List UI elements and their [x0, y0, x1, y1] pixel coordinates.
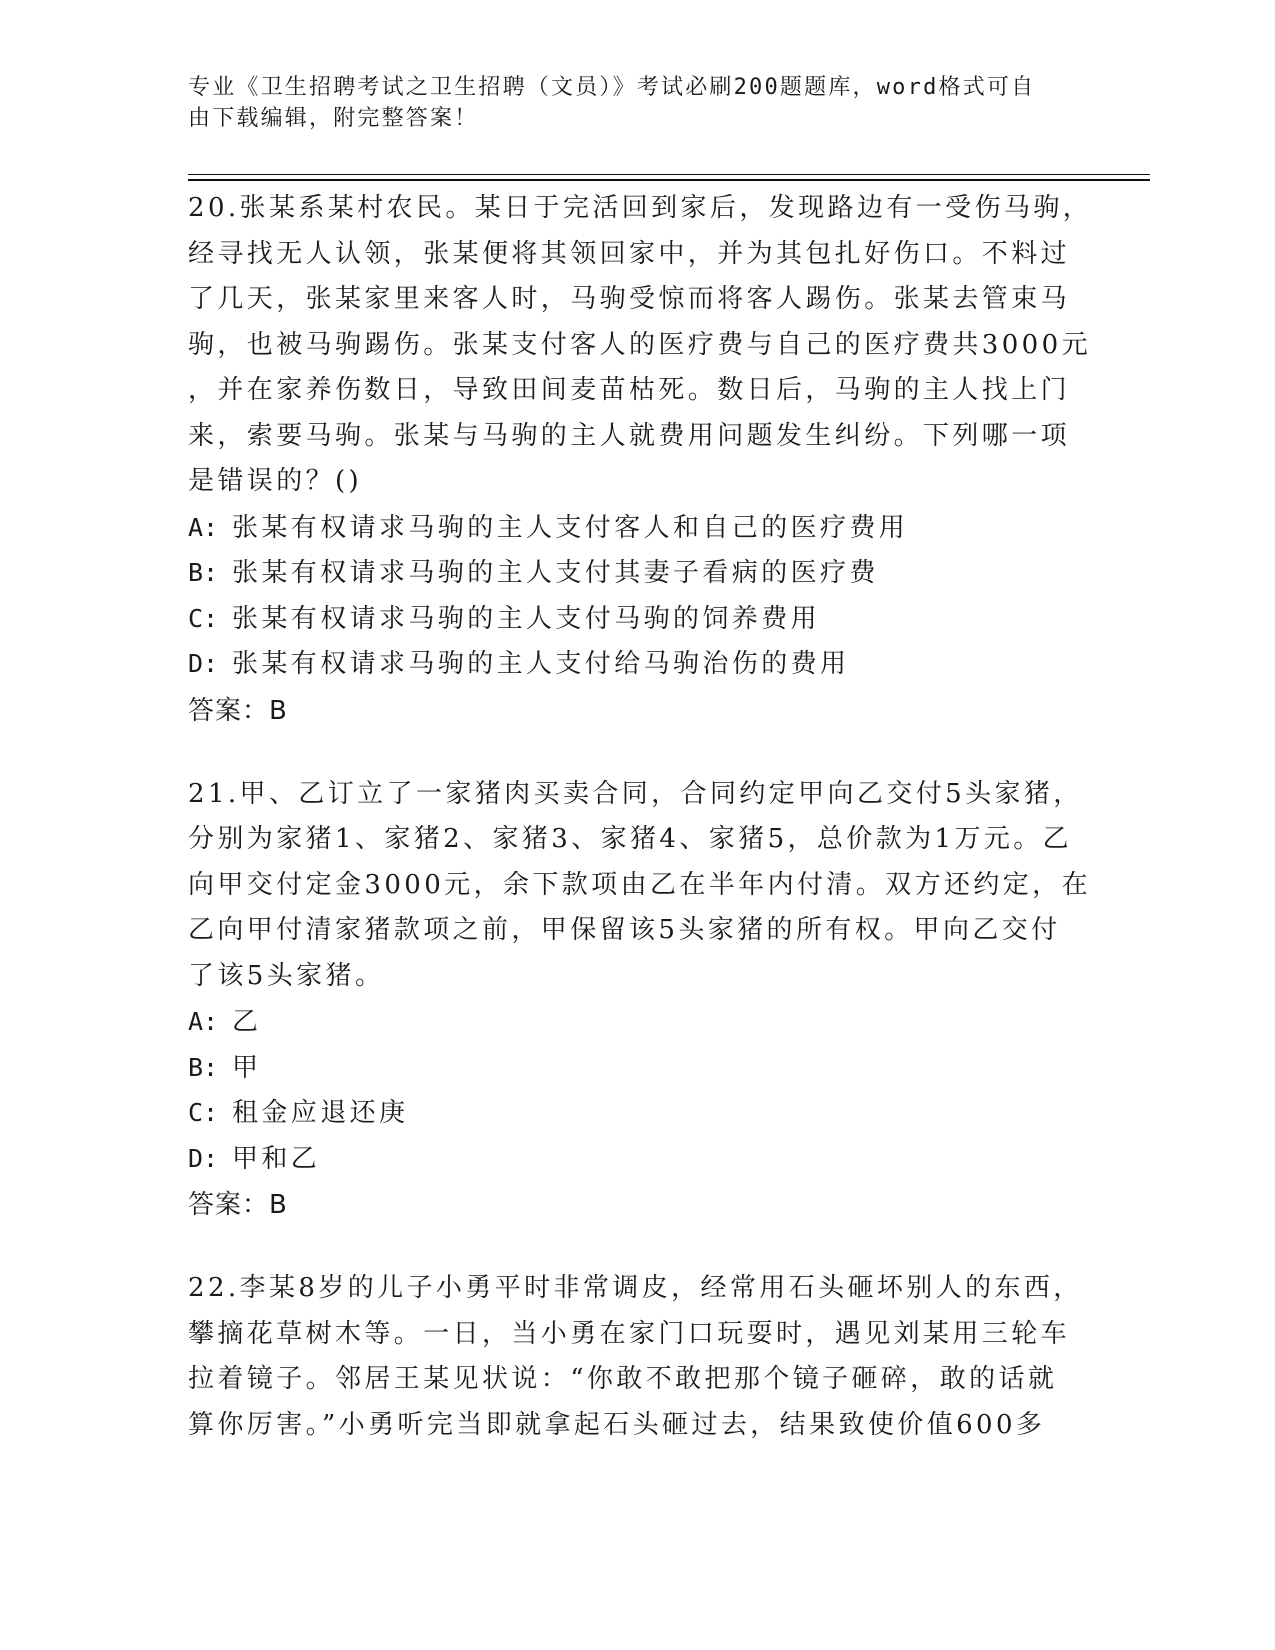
- header-line-1: 专业《卫生招聘考试之卫生招聘（文员）》考试必刷200题题库，word格式可自: [188, 75, 1036, 100]
- option-c: [188, 596, 1088, 642]
- question-line: 经寻找无人认领，张某便将其领回家中，并为其包扎好伤口。不料过: [188, 238, 1071, 269]
- option-text: 张某有权请求马驹的主人支付给马驹治伤的费用: [232, 649, 850, 679]
- option-b: [188, 1045, 1088, 1091]
- option-b: [188, 550, 1088, 596]
- option-text: 张某有权请求马驹的主人支付客人和自己的医疗费用: [232, 512, 909, 543]
- option-letter: B:: [188, 558, 219, 587]
- question-line: 21.甲、乙订立了一家猪肉买卖合同，合同约定甲向乙交付5头家猪，: [188, 778, 1083, 809]
- question-stem: [188, 186, 1093, 505]
- question-line: 拉着镜子。邻居王某见状说：“你敢不敢把那个镜子砸碎，敢的话就: [188, 1364, 1058, 1394]
- question-line: 驹，也被马驹踢伤。张某支付客人的医疗费与自己的医疗费共3000元: [188, 329, 1091, 360]
- option-c: [188, 1090, 1088, 1136]
- option-text: 租金应退还庚: [232, 1098, 409, 1128]
- question-stem: [188, 1266, 1088, 1448]
- question-line: 了几天，张某家里来客人时，马驹受惊而将客人踢伤。张某去管束马: [188, 284, 1071, 314]
- question-21: [188, 772, 1091, 1230]
- question-line: 22.李某8岁的儿子小勇平时非常调皮，经常用石头砸坏别人的东西，: [188, 1273, 1083, 1303]
- page-header: [188, 72, 1068, 134]
- option-letter: A:: [188, 512, 219, 542]
- option-letter: A:: [188, 1007, 219, 1036]
- question-line: 20.张某系某村农民。某日于完活回到家后，发现路边有一受伤马驹，: [188, 193, 1093, 223]
- option-letter: D:: [188, 1143, 219, 1173]
- answer-label: 答案：B: [188, 1190, 288, 1220]
- option-letter: C:: [188, 1098, 219, 1127]
- answer-label: 答案：B: [188, 695, 288, 726]
- question-line: 算你厉害。”小勇听完当即就拿起石头砸过去，结果致使价值600多: [188, 1409, 1046, 1440]
- header-divider-thin: [188, 174, 1150, 175]
- header-line-2: 由下载编辑，附完整答案！: [188, 106, 479, 131]
- option-letter: C:: [188, 603, 219, 633]
- question-line: 向甲交付定金3000元，余下款项由乙在半年内付清。双方还约定，在: [188, 869, 1091, 900]
- question-line: 乙向甲付清家猪款项之前，甲保留该5头家猪的所有权。甲向乙交付: [188, 915, 1061, 945]
- option-d: [188, 1136, 1088, 1182]
- header-divider-thick: [188, 179, 1150, 181]
- option-text: 张某有权请求马驹的主人支付其妻子看病的医疗费: [232, 558, 879, 588]
- option-letter: D:: [188, 649, 219, 678]
- question-22: [188, 1266, 1088, 1448]
- option-text: 张某有权请求马驹的主人支付马驹的饲养费用: [232, 603, 821, 634]
- question-stem: [188, 772, 1091, 1000]
- question-line: 分别为家猪1、家猪2、家猪3、家猪4、家猪5，总价款为1万元。乙: [188, 824, 1073, 854]
- option-text: 乙: [232, 1007, 262, 1037]
- question-20: [188, 186, 1093, 735]
- question-line: 来，索要马驹。张某与马驹的主人就费用问题发生纠纷。下列哪一项: [188, 420, 1071, 451]
- question-line: 了该5头家猪。: [188, 960, 385, 991]
- question-line: ，并在家养伤数日，导致田间麦苗枯死。数日后，马驹的主人找上门: [188, 375, 1071, 405]
- option-list: [188, 505, 1088, 687]
- question-line: 是错误的？(): [188, 466, 363, 496]
- option-d: [188, 641, 1088, 687]
- option-list: [188, 999, 1088, 1181]
- question-list: [188, 186, 1093, 1485]
- question-line: 攀摘花草树木等。一日，当小勇在家门口玩耍时，遇见刘某用三轮车: [188, 1318, 1071, 1349]
- option-text: 甲和乙: [232, 1143, 321, 1174]
- option-a: [188, 999, 1088, 1045]
- option-text: 甲: [232, 1052, 262, 1083]
- option-letter: B:: [188, 1052, 219, 1082]
- option-a: [188, 505, 1088, 551]
